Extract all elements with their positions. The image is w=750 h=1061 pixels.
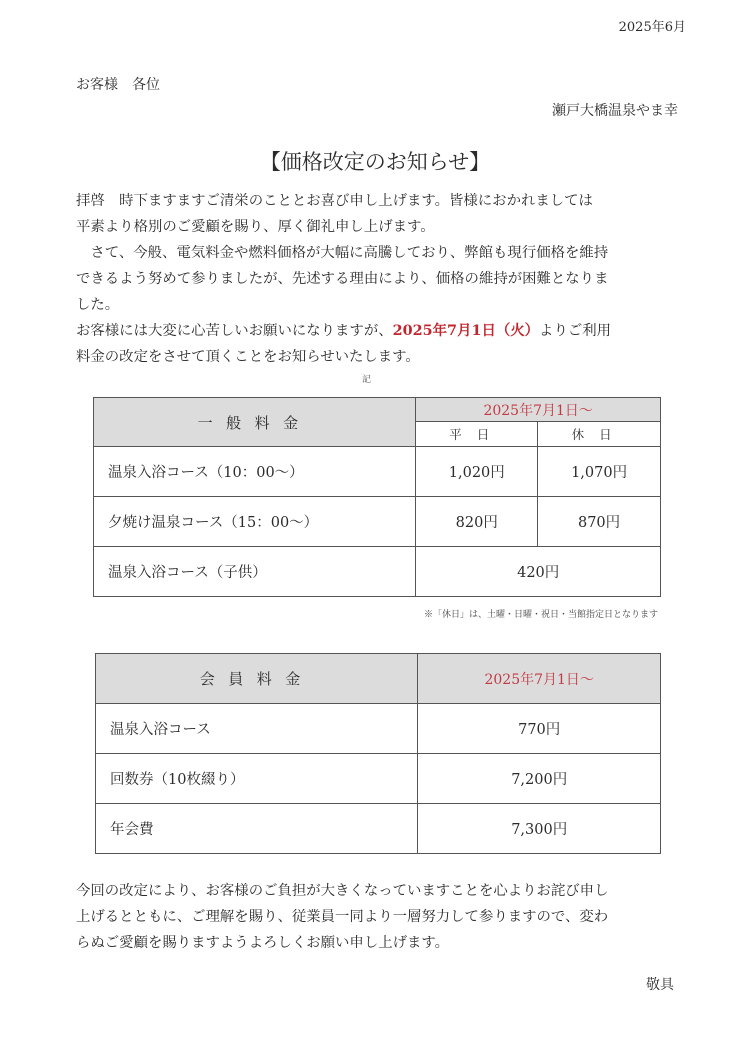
intro-line: 拝啓 時下ますますご清栄のこととお喜び申し上げます。皆様におかれましては [76,193,593,209]
col-holiday: 休日 [538,422,661,447]
table-row [94,497,661,547]
intro-line: できるよう努めて参りましたが、先述する理由により、価格の維持が困難となりま [76,271,609,287]
course-name: 夕焼け温泉コース（15：00～） [94,497,416,547]
flat-price: 420円 [416,547,661,597]
weekday-price: 820円 [416,497,538,547]
intro-text: お客様には大変に心苦しいお願いになりますが、 [76,323,393,339]
member-item-name: 回数券（10枚綴り） [96,754,418,804]
member-item-price: 7,200円 [418,754,661,804]
closing-word: 敬具 [646,977,674,993]
closing-line: 今回の改定により、お客様のご負担が大きくなっていますことを心よりお詫び申し [76,883,609,899]
member-effective-date: 2025年7月1日～ [418,654,661,704]
member-price-table [95,653,661,854]
intro-paragraph [76,188,676,370]
intro-text: よりご利用 [539,323,612,339]
table-row [96,704,661,754]
holiday-price: 870円 [538,497,661,547]
member-table-header: 会員料金 [96,654,418,704]
member-item-name: 年会費 [96,804,418,854]
closing-paragraph [76,878,676,956]
member-item-price: 7,300円 [418,804,661,854]
member-item-name: 温泉入浴コース [96,704,418,754]
intro-line: さて、今般、電気料金や燃料価格が大幅に高騰しており、弊館も現行価格を維持 [76,245,609,261]
general-effective-date: 2025年7月1日～ [416,398,661,422]
member-item-price: 770円 [418,704,661,754]
closing-line: らぬご愛顧を賜りますようよろしくお願い申し上げます。 [76,935,450,951]
course-name: 温泉入浴コース（子供） [94,547,416,597]
closing-line: 上げるとともに、ご理解を賜り、従業員一同より一層努力して参りますので、変わ [76,909,609,925]
effective-date-highlight: 2025年7月1日（火） [392,322,540,339]
course-name: 温泉入浴コース（10：00～） [94,447,416,497]
weekday-price: 1,020円 [416,447,538,497]
intro-line [76,318,676,344]
ki-mark: 記 [362,375,372,385]
general-table-header: 一般料金 [94,398,416,447]
holiday-note: ※「休日」は、土曜・日曜・祝日・当館指定日となります [423,610,658,620]
table-row [94,547,661,597]
intro-line: 平素より格別のご愛顧を賜り、厚く御礼申し上げます。 [76,219,435,235]
intro-line: 料金の改定をさせて頂くことをお知らせいたします。 [76,349,420,365]
table-row [96,804,661,854]
addressee: お客様 各位 [76,77,160,93]
col-weekday: 平日 [416,422,538,447]
intro-line: した。 [76,297,120,313]
holiday-price: 1,070円 [538,447,661,497]
table-row [96,754,661,804]
issue-date: 2025年6月 [618,20,686,35]
page-title: 【価格改定のお知らせ】 [259,150,491,174]
sender-name: 瀬戸大橋温泉やま幸 [552,103,678,119]
table-row [94,447,661,497]
general-price-table [93,397,661,597]
